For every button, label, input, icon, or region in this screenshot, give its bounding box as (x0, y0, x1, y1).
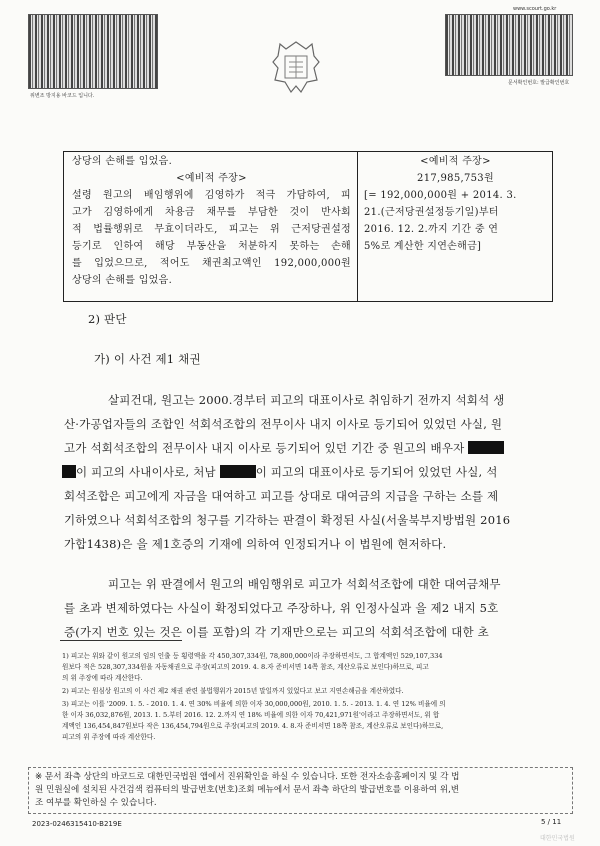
footnote-line: 피고의 위 주장에 따라 계산한다. (62, 733, 156, 741)
footnote-line: 1) 피고는 위와 같이 원고의 임의 인출 등 횡령액을 각 450,307,334원, 78,800,000이라 주장하면서도, 그 합계액인 529,107,334 (62, 652, 443, 660)
right-barcode-caption: 문서확인번호: 발급확인번호 (508, 80, 570, 86)
footnote-line: 2) 피고는 원심상 원고의 이 사건 제2 채권 관련 불법행위가 2015년 말일까지 있었다고 보고 지연손해금을 계산하였다. (62, 687, 404, 695)
footnote-line: 3) 피고는 이를 '2009. 1. 5. - 2010. 1. 4. 연 30% 비율에 의한 이자 30,000,000원, 2010. 1. 5. - 2013. 1. 4. 연 12% 비율에 의 (62, 700, 446, 708)
paragraph-line: 피고는 위 판결에서 원고의 배임행위로 피고가 석회석조합에 대한 대여금채무 (108, 577, 501, 591)
paragraph-line: 살피건대, 원고는 2000.경부터 피고의 대표이사로 취임하기 전까지 석회석 생 (108, 393, 505, 407)
table-line: 상당의 손해를 입었음. (72, 156, 173, 167)
paragraph-line: 를 초과 변제하였다는 사실이 확정되었다고 주장하나, 위 인정사실과 을 제2 내지 5호 (64, 601, 499, 615)
verification-barcode-right (445, 14, 573, 76)
table-right-column (358, 152, 552, 301)
footnote-divider (60, 640, 182, 641)
issue-number: 2023-0246315410-B219E (32, 820, 122, 828)
court-url: www.scourt.go.kr (513, 6, 557, 12)
table-line: [= 192,000,000원 + 2014. 3. (364, 190, 517, 201)
table-line: <예비적 주장> (420, 156, 491, 167)
table-line: 를 입었으므로, 적어도 채권최고액인 192,000,000원 (72, 258, 351, 269)
table-line: 적 법률행위로 무효이더라도, 피고는 위 근저당권설정 (72, 224, 351, 235)
left-barcode-caption: 위변조 방지용 바코드 입니다. (30, 93, 95, 99)
paragraph-line: 산·가공업자들의 조합인 석회석조합의 전무이사 내지 이사로 등기되어 있었던 사실, 원 (64, 417, 503, 431)
footnote-line: 의 위 주장에 따라 계산한다. (62, 674, 143, 682)
paragraph-line: 증(가지 번호 있는 것은 이를 포함)의 각 기재만으로는 피고의 석회석조합에 대한 초 (64, 625, 489, 639)
table-line: 설령 원고의 배임행위에 김영하가 적극 가담하여, 피 (72, 190, 351, 201)
paragraph-line (64, 440, 554, 457)
redaction-box (468, 441, 504, 454)
court-watermark: 대한민국법원 (540, 835, 575, 842)
table-line: 고가 김영하에게 차용금 채무를 부담한 것이 반사회 (72, 207, 351, 218)
table-line: 217,985,753원 (417, 173, 494, 184)
table-line: 등기로 인하여 해당 부동산을 처분하지 못하는 손해 (72, 241, 351, 252)
table-line: 21.(근저당권설정등기일)부터 (364, 207, 499, 218)
footnote-line: 원보다 적은 528,307,334원을 자동채권으로 주장(피고의 2019. 4. 8.자 준비서면 14쪽 참조, 계산오류로 보인다)하므로, 피고 (62, 663, 429, 671)
paragraph-line (62, 464, 552, 481)
paragraph-line: 회석조합은 피고에게 자금을 대여하고 피고를 상대로 대여금의 지급을 구하는 소를 제 (64, 489, 499, 503)
footnote-line: 계액인 136,454,847원보다 작은 136,454,794원으로 주장(피고의 2019. 4. 8.자 준비서면 18쪽 참조, 계산오류로 보인다)하므로, (62, 722, 444, 730)
redaction-box (62, 465, 76, 478)
section-heading: 2) 판단 (88, 312, 127, 326)
notice-line: 원 민원실에 설치된 사건검색 컴퓨터의 발급번호(번호)조회 메뉴에서 문서 좌측 하단의 발급번호를 이용하여 위,변 (35, 785, 460, 795)
court-seal-icon (271, 40, 321, 96)
verification-notice (28, 767, 573, 814)
claims-table (63, 151, 553, 302)
footnote-line: 한 이자 36,032,876원, 2013. 1. 5.부터 2016. 12. 2.까지 연 18% 비율에 의한 이자 70,421,971원'이라고 주장하면서도, 위 합 (62, 711, 440, 719)
table-line: <예비적 주장> (176, 173, 247, 184)
table-line: 2016. 12. 2.까지 기간 중 연 (364, 224, 499, 235)
notice-line: 조 여부를 확인하실 수 있습니다. (35, 798, 157, 808)
subsection-heading: 가) 이 사건 제1 채권 (94, 352, 201, 366)
paragraph-text: 이 피고의 사내이사로, 처남 (76, 465, 216, 479)
paragraph-text: 고가 석회석조합의 전무이사 내지 이사로 등기되어 있던 기간 중 원고의 배우자 (64, 441, 465, 455)
paragraph-text: 이 피고의 대표이사로 등기되어 있었던 사실, 석 (255, 465, 498, 479)
notice-line: ※ 문서 좌측 상단의 바코드로 대한민국법원 앱에서 진위확인을 하실 수 있습니다. 또한 전자소송홈페이지 및 각 법 (35, 772, 460, 782)
paragraph-line: 가합1438)은 을 제1호증의 기재에 의하여 인정되거나 이 법원에 현저하다. (64, 537, 447, 551)
verification-barcode-left (28, 14, 158, 89)
table-line: 5%로 계산한 지연손해금] (364, 241, 482, 252)
page-number: 5 / 11 (541, 818, 562, 826)
table-left-column (64, 152, 358, 301)
table-line: 상당의 손해를 입었음. (72, 275, 173, 286)
paragraph-line: 기하였으나 석회석조합의 청구를 기각하는 판결이 확정된 사실(서울북부지방법원 2016 (64, 513, 511, 527)
redaction-box (220, 465, 256, 478)
